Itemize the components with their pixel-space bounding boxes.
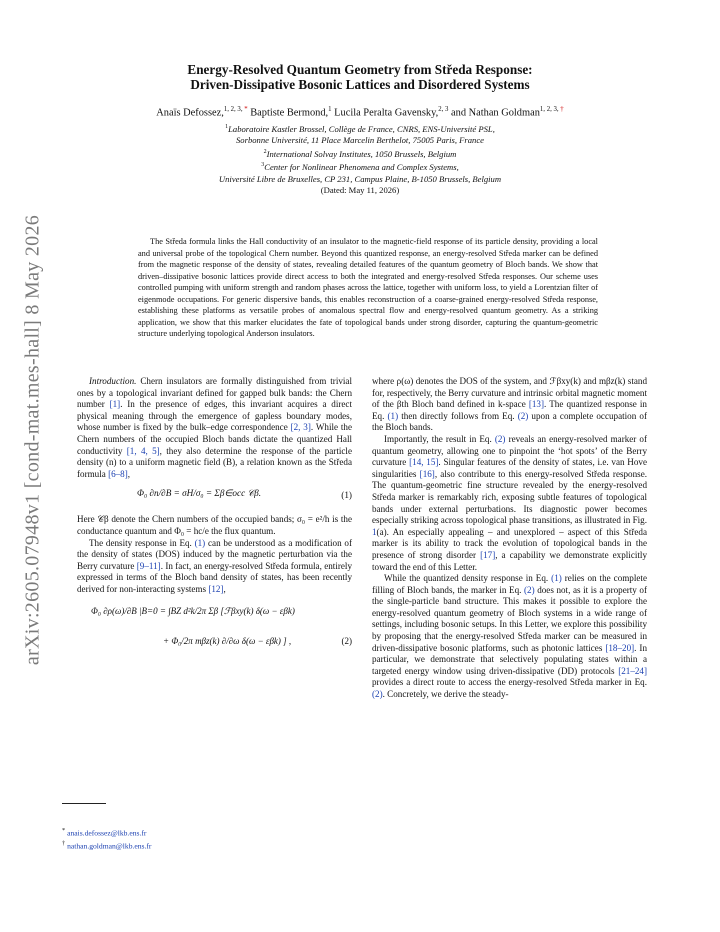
affiliation-3-line-1 — [100, 160, 620, 173]
text-span: then directly follows from Eq. — [398, 410, 518, 421]
affil-text-2: International Solvay Institutes, 1050 Brussels, Belgium — [266, 148, 457, 159]
equation-ref-link[interactable]: (2) — [372, 689, 383, 700]
text-span: , they also determine the response of the particle density (n) to a uniform magnetic field (B), a relation known as the Středa formula — [77, 445, 352, 479]
body-paragraph-1 — [372, 376, 647, 434]
figure-ref-link[interactable]: 1 — [372, 526, 377, 537]
body-paragraph-3 — [372, 573, 647, 701]
citation-link[interactable]: [13] — [528, 399, 545, 410]
date-line: (Dated: May 11, 2026) — [320, 185, 400, 196]
arxiv-side-label — [16, 200, 50, 680]
text-span: can be understood as a modification of the density of states (DOS) induced by the magnetic perturbation via the Berry curvature — [77, 537, 352, 571]
title-line-1: Energy-Resolved Quantum Geometry from Středa Response: — [187, 62, 533, 77]
equation-ref-link[interactable]: (1) — [551, 573, 562, 584]
author-3: Lucila Peralta Gavensky, — [331, 107, 439, 119]
author-2: Baptiste Bermond, — [247, 107, 329, 119]
equation-ref-link[interactable]: (2) — [524, 584, 535, 595]
citation-link[interactable]: [18–20] — [605, 642, 635, 653]
email-link-goldman[interactable]: nathan.goldman@lkb.ens.fr — [67, 841, 152, 851]
footnote-2-mark: † — [62, 840, 66, 848]
right-column — [372, 376, 647, 701]
affiliation-2 — [100, 147, 620, 160]
equation-ref-link[interactable]: (1) — [387, 410, 399, 421]
arxiv-identifier: arXiv:2605.07948v1 [cond-mat.mes-hall] 8 May 2026 — [21, 214, 44, 666]
citation-link[interactable]: [2, 3] — [290, 422, 311, 433]
text-span: provides a direct route to access the energy-resolved Středa marker in Eq. — [372, 677, 647, 688]
text-span: The density response in Eq. — [89, 537, 195, 548]
author-list — [70, 106, 650, 118]
affil-number-2: 2 — [263, 148, 267, 155]
author-4-affil: 1, 2, 3, — [539, 106, 561, 113]
left-column — [77, 376, 352, 668]
text-span: , a capability we demonstrate explicitly toward the end of this Letter. — [372, 549, 647, 572]
author-1-footnote-mark[interactable]: * — [244, 106, 248, 113]
affil-text-3: Center for Nonlinear Phenomena and Complex Systems, — [264, 162, 459, 173]
author-2-affil: 1 — [328, 106, 332, 113]
text-span: relies on the complete filling of Bloch bands, the marker in Eq. — [372, 573, 647, 595]
text-span: . In particular, we demonstrate that selectively populating states within a targeted energy window using driven-dissipative (DD) protocols — [372, 642, 647, 676]
intro-paragraph-2: Here 𝒞β denote the Chern numbers of the occupied bands; σ₀ = e²/h is the conductance quantum and Φ₀ = hc/e the flux quantum. — [77, 514, 352, 536]
citation-link[interactable]: [21–24] — [618, 665, 647, 676]
footnotes — [62, 826, 151, 852]
abstract: The Středa formula links the Hall conductivity of an insulator to the magnetic-field response of its particle density, providing a local and universal probe of the topological Chern number. Beyond this quantized response, an energy-resolved Středa marker can be defined from the magnetic response of the density of states, revealing detailed features of the quantum geometry of Bloch bands. We show that driven–dissipative bosonic lattices provide direct access to both the integrated and energy-resolved Středa responses. Our scheme uses controlled pumping with uniform strength and random phases across the lattice, together with uniform loss, to yield a Lorentzian filter of eigenmode occupations. For generic dispersive bands, this enables reconstruction of a coarse-grained energy-resolved Středa response, establishing these platforms as versatile probes of anomalous spectral flow and energy-resolved quantum geometry. As a striking application, we show that this marker elucidates the fate of topological bands under strong disorder, capturing the quantum-geometric structure underlying topological Anderson insulators. — [138, 237, 598, 338]
citation-link[interactable]: [1] — [109, 399, 121, 410]
author-4: and Nathan Goldman — [448, 107, 540, 119]
citation-link[interactable]: [6–8] — [108, 468, 128, 479]
citation-link[interactable]: [14, 15] — [409, 457, 439, 468]
equation-ref-link[interactable]: (2) — [517, 410, 529, 421]
equation-ref-link[interactable]: (1) — [194, 537, 206, 548]
citation-link[interactable]: [17] — [480, 549, 496, 560]
citation-link[interactable]: [1, 4, 5] — [126, 445, 160, 456]
text-span: Importantly, the result in Eq. — [384, 433, 495, 444]
footnote-rule — [62, 803, 106, 804]
author-4-footnote-mark[interactable]: † — [560, 106, 564, 113]
text-span: . In the presence of edges, this invariant acquires a direct physical meaning through the emergence of gapless boundary modes, whose number is fixed by the bulk–edge correspondence — [77, 399, 352, 433]
text-span: (a). An especially appealing – and unexplored – aspect of this Středa marker is its ability to track the evolution of topological bands in the presence of strong disorder — [372, 526, 647, 560]
section-lead-introduction: Introduction. — [89, 376, 137, 386]
email-link-defossez[interactable]: anais.defossez@lkb.ens.fr — [67, 828, 147, 838]
equation-ref-link[interactable]: (2) — [494, 433, 506, 444]
title-line-2: Driven-Dissipative Bosonic Lattices and Disordered Systems — [190, 77, 530, 92]
text-span: upon a complete occupation of the Bloch bands. — [372, 410, 647, 433]
affiliation-1-line-2: Sorbonne Université, 11 Place Marcelin Berthelot, 75005 Paris, France — [236, 135, 484, 146]
equation-2 — [77, 596, 352, 668]
affiliation-3-line-2: Université Libre de Bruxelles, CP 231, Campus Plaine, B-1050 Brussels, Belgium — [218, 173, 502, 184]
text-span: . Singular features of the density of states, i.e. van Hove singularities — [372, 457, 648, 479]
footnote-2 — [62, 839, 151, 852]
equation-1 — [77, 480, 352, 514]
paper-title — [100, 62, 620, 92]
equation-1-body: Φ₀ ∂n/∂B = σH/σ₀ = Σβ∈occ 𝒞β. — [137, 488, 262, 499]
text-span: , also contribute to this energy-resolved Středa response. The quantum-geometric fine structure revealed by the energy-resolved Středa marker is remarkably rich, exposing subtle features of topological bands under external perturbations. Its diagnostic power becomes especially striking across topological phase transitions, as illustrated in Fig. — [372, 468, 648, 526]
affiliations — [100, 122, 620, 197]
intro-paragraph-1 — [77, 376, 352, 480]
intro-paragraph-3 — [77, 538, 352, 596]
affil-text-1: Laboratoire Kastler Brossel, Collège de France, CNRS, ENS-Université PSL, — [228, 123, 495, 134]
footnote-1-mark: * — [62, 827, 66, 834]
text-span: where ρ(ω) denotes the DOS of the system, and ℱβxy(k) and mβz(k) stand for, respectively, the Berry curvature and intrinsic orbital magnetic moment of the βth Bloch band defined in k-space — [372, 376, 647, 410]
footnote-1 — [62, 826, 151, 839]
equation-2-line-1: Φ₀ ∂ρ(ω)/∂B |B=0 = ∫BZ d²k/2π Σβ [ℱβxy(k) δ(ω − εβk) — [91, 605, 295, 616]
author-1-affil: 1, 2, 3, — [223, 106, 245, 113]
author-3-affil: 2, 3 — [438, 106, 449, 113]
text-span: . The quantized response in Eq. — [372, 399, 647, 421]
equation-2-number: (2) — [341, 635, 352, 646]
text-span: Chern insulators are formally distinguished from trivial ones by a topological invariant defined for gapped bulk bands: the Chern number — [77, 376, 352, 410]
text-span: While the quantized density response in Eq. — [384, 573, 552, 584]
text-span: . Concretely, we derive the steady- — [382, 689, 509, 700]
citation-link[interactable]: [9–11] — [136, 560, 161, 571]
text-span: reveals an energy-resolved marker of quantum geometry, allowing one to pinpoint the ‘hot spots’ of the Berry curvature — [372, 433, 648, 468]
citation-link[interactable]: [16] — [419, 468, 435, 479]
author-1: Anaïs Defossez, — [156, 107, 224, 119]
equation-1-number: (1) — [341, 490, 352, 501]
citation-link[interactable]: [12] — [208, 583, 224, 594]
text-span: . While the Chern numbers of the occupied Bloch bands dictate the quantized Hall conductivity — [77, 422, 352, 456]
affiliation-1-line-1 — [100, 122, 620, 135]
text-span: . In fact, an energy-resolved Středa formula, entirely expressed in terms of the Bloch band density of states, has been recently derived for non-interacting systems — [77, 560, 352, 594]
body-paragraph-2 — [372, 434, 647, 573]
text-span: does not, as it is a property of the single-particle band structure. This makes it possible to explore the energy-resolved quantum geometry of Bloch systems in a wide range of settings, including bosonic setups. In this Letter, we explore this possibility by proposing that the energy-resolved Středa marker can be measured in driven-dissipative bosonic platforms, such as photonic lattices — [372, 584, 647, 653]
equation-2-line-2: + Φ₀/2π mβz(k) ∂/∂ω δ(ω − εβk) ] , — [163, 635, 292, 646]
text-span: , — [223, 583, 226, 594]
affil-number-3: 3 — [261, 162, 265, 169]
affil-number-1: 1 — [225, 124, 229, 130]
text-span: , — [127, 468, 131, 479]
